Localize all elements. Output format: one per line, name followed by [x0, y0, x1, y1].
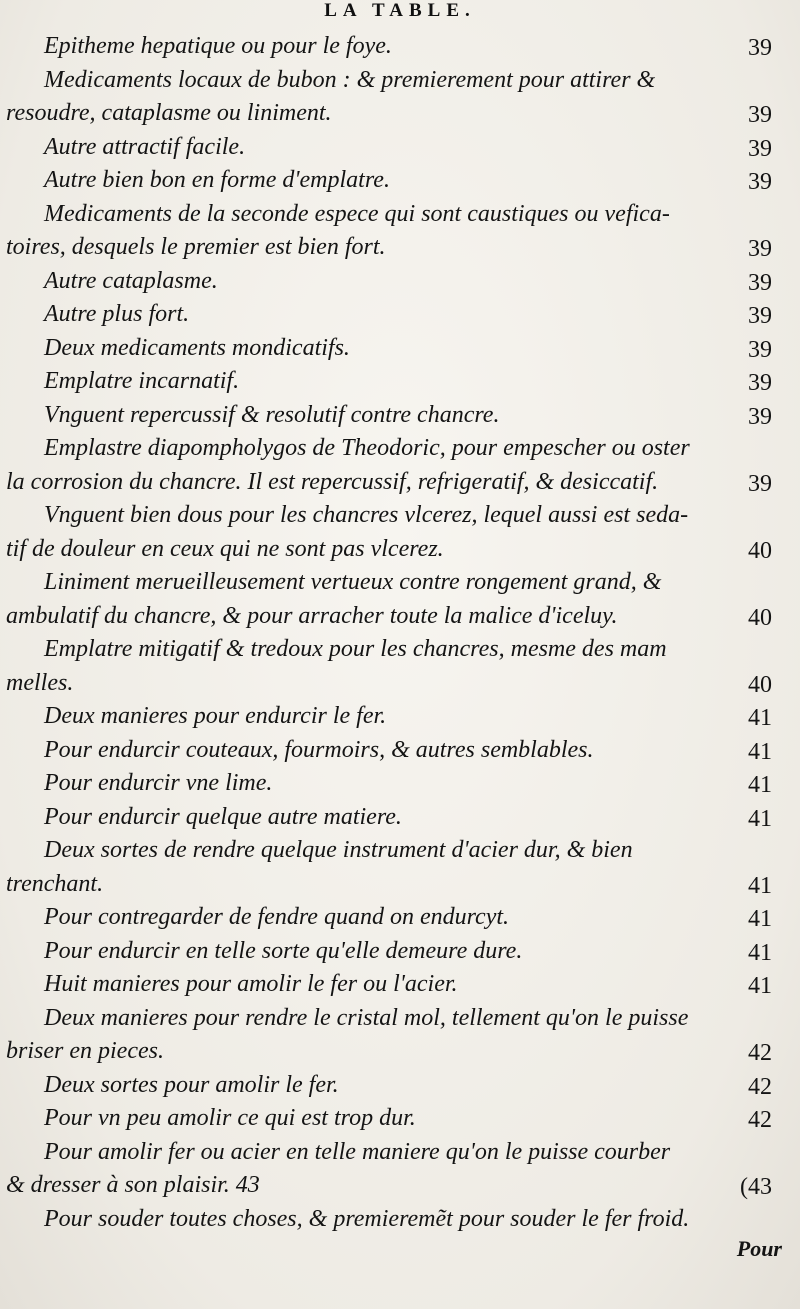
entry-line — [0, 935, 800, 969]
entry-text: Pour vn peu amolir ce qui est trop dur. — [44, 1105, 416, 1131]
entry-line — [0, 633, 800, 667]
page-number: 42 — [748, 1040, 772, 1066]
entry-text: briser en pieces. — [6, 1038, 164, 1064]
entry-line — [0, 1136, 800, 1170]
entry-text: Emplatre incarnatif. — [44, 368, 240, 394]
entry-text: Autre plus fort. — [44, 301, 190, 327]
entry-line — [0, 834, 800, 868]
page-number: 40 — [748, 537, 772, 564]
entry-line — [0, 1069, 800, 1103]
entry-line — [0, 1169, 800, 1203]
entry-line — [0, 868, 800, 902]
entry-line — [0, 97, 800, 131]
entry-text: Deux manieres pour endurcir le fer. — [44, 703, 387, 729]
entry-line — [0, 164, 800, 198]
table-of-contents — [0, 30, 800, 1236]
entry-text: ambulatif du chancre, & pour arracher toute la malice d'iceluy. — [6, 602, 618, 629]
entry-line — [0, 566, 800, 600]
page-number: 39 — [748, 236, 772, 262]
entry-line — [0, 533, 800, 567]
entry-text: Vnguent bien dous pour les chancres vlcerez, lequel aussi est seda- — [44, 502, 689, 528]
page-number: 41 — [748, 772, 772, 798]
entry-text: tif de douleur en ceux qui ne sont pas vlcerez. — [6, 535, 444, 562]
page-number: 41 — [748, 872, 772, 899]
page-number: 39 — [748, 370, 772, 396]
page-number: 41 — [748, 805, 772, 832]
entry-text: melles. — [6, 669, 74, 696]
entry-text: Liniment merueilleusement vertueux contre rongement grand, & — [44, 569, 662, 595]
entry-text: Pour souder toutes choses, & premieremẽt pour souder le fer froid. — [44, 1205, 690, 1232]
entry-line — [0, 30, 800, 64]
entry-line — [0, 1203, 800, 1237]
entry-line — [0, 1002, 800, 1036]
entry-line — [0, 131, 800, 165]
entry-line — [0, 801, 800, 835]
page-number: 41 — [748, 973, 772, 999]
page-number: 42 — [748, 1073, 772, 1100]
page-number: 40 — [748, 604, 772, 631]
entry-text: Deux manieres pour rendre le cristal mol, tellement qu'on le puisse — [44, 1004, 689, 1031]
entry-line — [0, 734, 800, 768]
page-number: 39 — [748, 336, 772, 363]
entry-line — [0, 667, 800, 701]
page-number: 39 — [748, 269, 772, 296]
entry-text: Deux sortes pour amolir le fer. — [44, 1071, 339, 1098]
entry-line — [0, 700, 800, 734]
entry-line — [0, 432, 800, 466]
entry-text: Medicaments locaux de bubon : & premierement pour attirer & — [44, 66, 656, 93]
page-number: 41 — [748, 939, 772, 966]
entry-text: Autre attractif facile. — [44, 133, 246, 160]
entry-text: Emplastre diapompholygos de Theodoric, pour empescher ou oster — [44, 435, 690, 461]
page-number: 39 — [748, 35, 772, 61]
entry-line — [0, 968, 800, 1002]
page-number: 39 — [748, 303, 772, 329]
entry-line — [0, 198, 800, 232]
entry-text: Pour contregarder de fendre quand on endurcyt. — [44, 904, 510, 930]
entry-line — [0, 265, 800, 299]
page-title: LA TABLE. — [324, 0, 476, 21]
entry-text: Autre bien bon en forme d'emplatre. — [44, 167, 390, 193]
page-number: 39 — [748, 102, 772, 128]
entry-line — [0, 231, 800, 265]
entry-text: Pour endurcir en telle sorte qu'elle demeure dure. — [44, 937, 523, 964]
entry-text: Medicaments de la seconde espece qui sont caustiques ou vefica- — [44, 200, 670, 227]
entry-text: Huit manieres pour amolir le fer ou l'acier. — [44, 971, 458, 997]
entry-line — [0, 600, 800, 634]
page-number: 39 — [748, 135, 772, 162]
entry-text: Pour endurcir vne lime. — [44, 770, 273, 796]
entry-line — [0, 901, 800, 935]
entry-text: Pour amolir fer ou acier en telle maniere qu'on le puisse courber — [44, 1138, 671, 1165]
entry-line — [0, 466, 800, 500]
page-number: 39 — [748, 169, 772, 195]
entry-line — [0, 64, 800, 98]
entry-text: Pour endurcir couteaux, fourmoirs, & autres semblables. — [44, 736, 594, 763]
entry-text: Autre cataplasme. — [44, 267, 218, 294]
entry-text: & dresser à son plaisir. 43 — [6, 1172, 260, 1198]
entry-line — [0, 332, 800, 366]
page-number: (43 — [740, 1174, 772, 1200]
entry-line — [0, 298, 800, 332]
entry-text: Deux sortes de rendre quelque instrument d'acier dur, & bien — [44, 837, 633, 863]
entry-text: Deux medicaments mondicatifs. — [44, 334, 350, 361]
entry-line — [0, 767, 800, 801]
page-number: 41 — [748, 705, 772, 731]
entry-line — [0, 499, 800, 533]
page-number: 41 — [748, 906, 772, 932]
entry-text: resoudre, cataplasme ou liniment. — [6, 100, 332, 126]
entry-text: Epitheme hepatique ou pour le foye. — [44, 33, 392, 59]
entry-text: la corrosion du chancre. Il est repercussif, refrigeratif, & desiccatif. — [6, 468, 659, 495]
entry-line — [0, 1035, 800, 1069]
entry-line — [0, 1102, 800, 1136]
catchword: Pour — [736, 1236, 782, 1261]
page-number: 39 — [748, 403, 772, 430]
page-number: 39 — [748, 470, 772, 497]
entry-text: Emplatre mitigatif & tredoux pour les chancres, mesme des mam — [44, 636, 667, 662]
entry-line — [0, 399, 800, 433]
entry-text: Vnguent repercussif & resolutif contre chancre. — [44, 401, 500, 428]
page-number: 41 — [748, 738, 772, 765]
entry-text: trenchant. — [6, 870, 104, 897]
page-number: 40 — [748, 671, 772, 698]
page-number: 42 — [748, 1107, 772, 1133]
entry-text: Pour endurcir quelque autre matiere. — [44, 803, 402, 830]
entry-text: toires, desquels le premier est bien fort. — [6, 234, 386, 260]
entry-line — [0, 365, 800, 399]
